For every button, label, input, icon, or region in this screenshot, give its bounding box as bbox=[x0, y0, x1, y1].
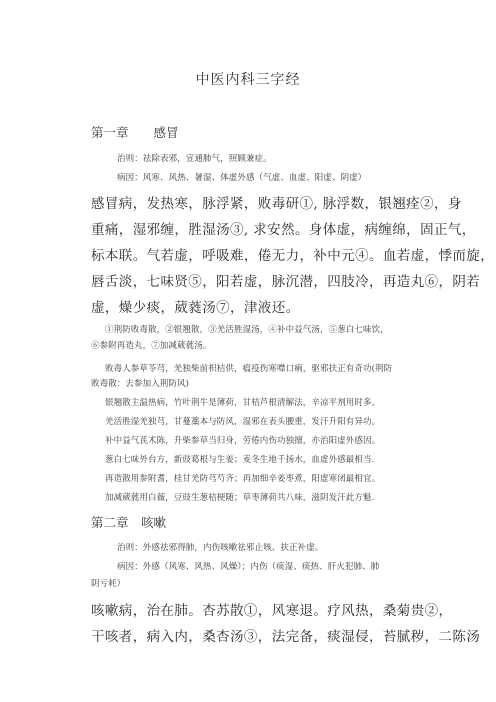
chapter-1-note-line: ⑥参附再造丸，⑦加减葳蕤汤。 bbox=[91, 341, 212, 351]
chapter-2-heading: 第二章 咳嗽 bbox=[91, 515, 167, 530]
chapter-1-note-line: ①荆防败毒散，②银翘散，③羌活胜湿汤，④补中益气汤，⑤葱白七味饮， bbox=[105, 325, 389, 335]
formula-line: 葱白七味外台方，新豉葛根与生姜；麦冬生地千扬水，血虚外感最相当. bbox=[105, 455, 375, 465]
chapter-1-cause: 病因：风寒、风热、暑湿、体虚外感（气虚、血虚、阳虚、阴虚） bbox=[117, 173, 367, 183]
formula-line: 加减葳蕤用白薇，豆豉生葱桔梗随；草枣薄荷共八味，滋阴发汗此方魁. bbox=[105, 493, 375, 503]
formula-line: 羌活胜湿羌独芎，甘蔓藁本与防风，湿邪在表头腰重，发汗升阳有异功。 bbox=[105, 417, 381, 427]
document-title: 中医内科三字经 bbox=[195, 72, 301, 88]
chapter-1-verse-line: 标本联。气若虚，呼吸难，倦无力，补中元④。血若虚，悸而旋， bbox=[91, 248, 495, 264]
chapter-1-verse-line: 感冒病，发热寒，脉浮紧，败毒研①, 脉浮数，银翘痊②，身 bbox=[91, 196, 462, 212]
formula-line: 补中益气芪术陈，升柴参草当归身，劳倦内伤功独擅，亦治阳虚外感因。 bbox=[105, 436, 381, 446]
formula-line: 银翘散主温热病，竹叶荆牛是薄荷，甘桔芦根清解法，辛凉平剂用时多。 bbox=[105, 398, 381, 408]
formula-line: 再造散用参附耆，桂甘羌防芎芍齐；再加细辛姜枣煮，阳虚寒闭最相宜。 bbox=[105, 474, 381, 484]
chapter-2-principle: 治则：外感祛邪得肺，内伤咳嗽祛邪止咳、扶正补虚。 bbox=[117, 543, 324, 553]
chapter-2-cause-line: 阴亏耗） bbox=[91, 579, 126, 589]
chapter-2-cause-line: 病因：外感（风寒、风热、风燥）；内伤（痰湿、痰热、肝火犯肺、肺 bbox=[117, 562, 380, 572]
formula-line: 败毒散：去参加入荆防风) bbox=[91, 379, 190, 389]
chapter-1-verse-line: 重痛，湿邪缠，胜湿汤③, 求安然。身体虚，病缠绵，固正气， bbox=[91, 222, 476, 238]
chapter-2-verse-line: 干咳者，病入内，桑杏汤③，法完备，痰湿侵，苔腻秽，二陈汤 bbox=[91, 629, 481, 645]
formula-line: 败毒人参草苓芎，羌独柴前枳桔供，瘟疫伤寒噤口痢，驱邪扶正有奇功(荆防 bbox=[105, 364, 393, 374]
chapter-2-verse-line: 咳嗽病，治在肺。杏苏散①，风寒退。疗风热，桑菊贵②， bbox=[91, 603, 453, 619]
chapter-1-principle: 治则：祛除表邪，宣通肺气，照顾兼症。 bbox=[117, 154, 272, 164]
chapter-1-verse-line: 唇舌淡，七味贤⑤，阳若虚，脉沉潜，四肢冷，再造丸⑥，阴若 bbox=[91, 274, 481, 290]
chapter-1-verse-line: 虚，燥少痰，葳蕤汤⑦，津液还。 bbox=[91, 300, 300, 316]
chapter-1-heading: 第一章 感冒 bbox=[91, 125, 179, 140]
